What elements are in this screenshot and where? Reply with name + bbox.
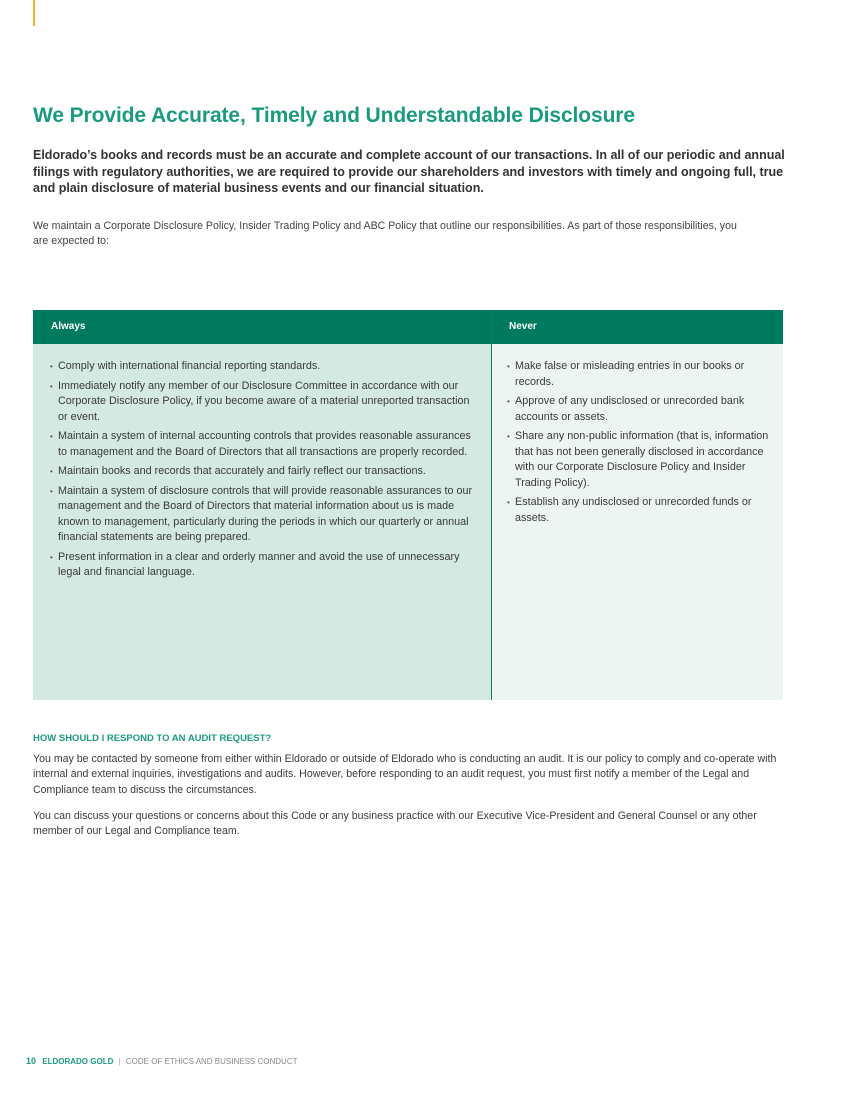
always-item: • Maintain a system of internal accounting controls that provides reasonable assurances to management and the Board of Directors that all transactions are properly recorded. bbox=[50, 429, 479, 460]
footer-brand: ELDORADO GOLD bbox=[42, 1057, 114, 1066]
never-list bbox=[492, 344, 783, 526]
never-item: • Make false or misleading entries in our books or records. bbox=[507, 359, 771, 390]
always-never-table bbox=[33, 310, 783, 700]
always-column bbox=[33, 310, 492, 700]
always-heading: Always bbox=[33, 310, 491, 344]
page-footer bbox=[26, 1056, 297, 1066]
always-item: • Maintain a system of disclosure controls that will provide reasonable assurances to our management and the Board of Directors that material information about us is made known to management, particularly during the periods in which our quarterly or annual financial statements are being prepared. bbox=[50, 484, 479, 546]
footer-separator: | bbox=[118, 1057, 121, 1066]
audit-heading: HOW SHOULD I RESPOND TO AN AUDIT REQUEST? bbox=[33, 733, 272, 744]
never-item: • Establish any undisclosed or unrecorded funds or assets. bbox=[507, 495, 771, 526]
accent-mark bbox=[33, 0, 35, 26]
never-column bbox=[492, 310, 783, 700]
never-heading: Never bbox=[492, 310, 783, 344]
footer-document-title: CODE OF ETHICS AND BUSINESS CONDUCT bbox=[125, 1057, 298, 1066]
contact-paragraph: You can discuss your questions or concerns about this Code or any business practice with our Executive Vice-President and General Counsel or any other member of our Legal and Compliance team. bbox=[33, 810, 757, 838]
page-title: We Provide Accurate, Timely and Understandable Disclosure bbox=[33, 104, 635, 127]
always-list bbox=[33, 344, 491, 581]
always-item: • Comply with international financial reporting standards. bbox=[50, 359, 479, 375]
always-item: • Present information in a clear and orderly manner and avoid the use of unnecessary legal and financial language. bbox=[50, 550, 479, 581]
audit-paragraph: You may be contacted by someone from either within Eldorado or outside of Eldorado who is conducting an audit. It is our policy to comply and co-operate with internal and external inquiries, investigations and audits. However, before responding to an audit request, you must first notify a member of the Legal and Compliance team to discuss the circumstances. bbox=[33, 753, 777, 796]
intro-paragraph: We maintain a Corporate Disclosure Policy, Insider Trading Policy and ABC Policy that outline our responsibilities. As part of those responsibilities, you are expected to: bbox=[33, 220, 737, 247]
always-item: • Immediately notify any member of our Disclosure Committee in accordance with our Corporate Disclosure Policy, if you become aware of a material unreported transaction or event. bbox=[50, 379, 479, 426]
never-item: • Approve of any undisclosed or unrecorded bank accounts or assets. bbox=[507, 394, 771, 425]
always-item: • Maintain books and records that accurately and fairly reflect our transactions. bbox=[50, 464, 479, 480]
page-number: 10 bbox=[26, 1056, 37, 1066]
lead-paragraph: Eldorado’s books and records must be an accurate and complete account of our transactions. In all of our periodic and annual filings with regulatory authorities, we are required to provide our shareholders and investors with timely and ongoing full, true and plain disclosure of material business events and our financial situation. bbox=[33, 148, 785, 195]
never-item: • Share any non-public information (that is, information that has not been generally disclosed in accordance with our Corporate Disclosure Policy and Insider Trading Policy). bbox=[507, 429, 771, 491]
